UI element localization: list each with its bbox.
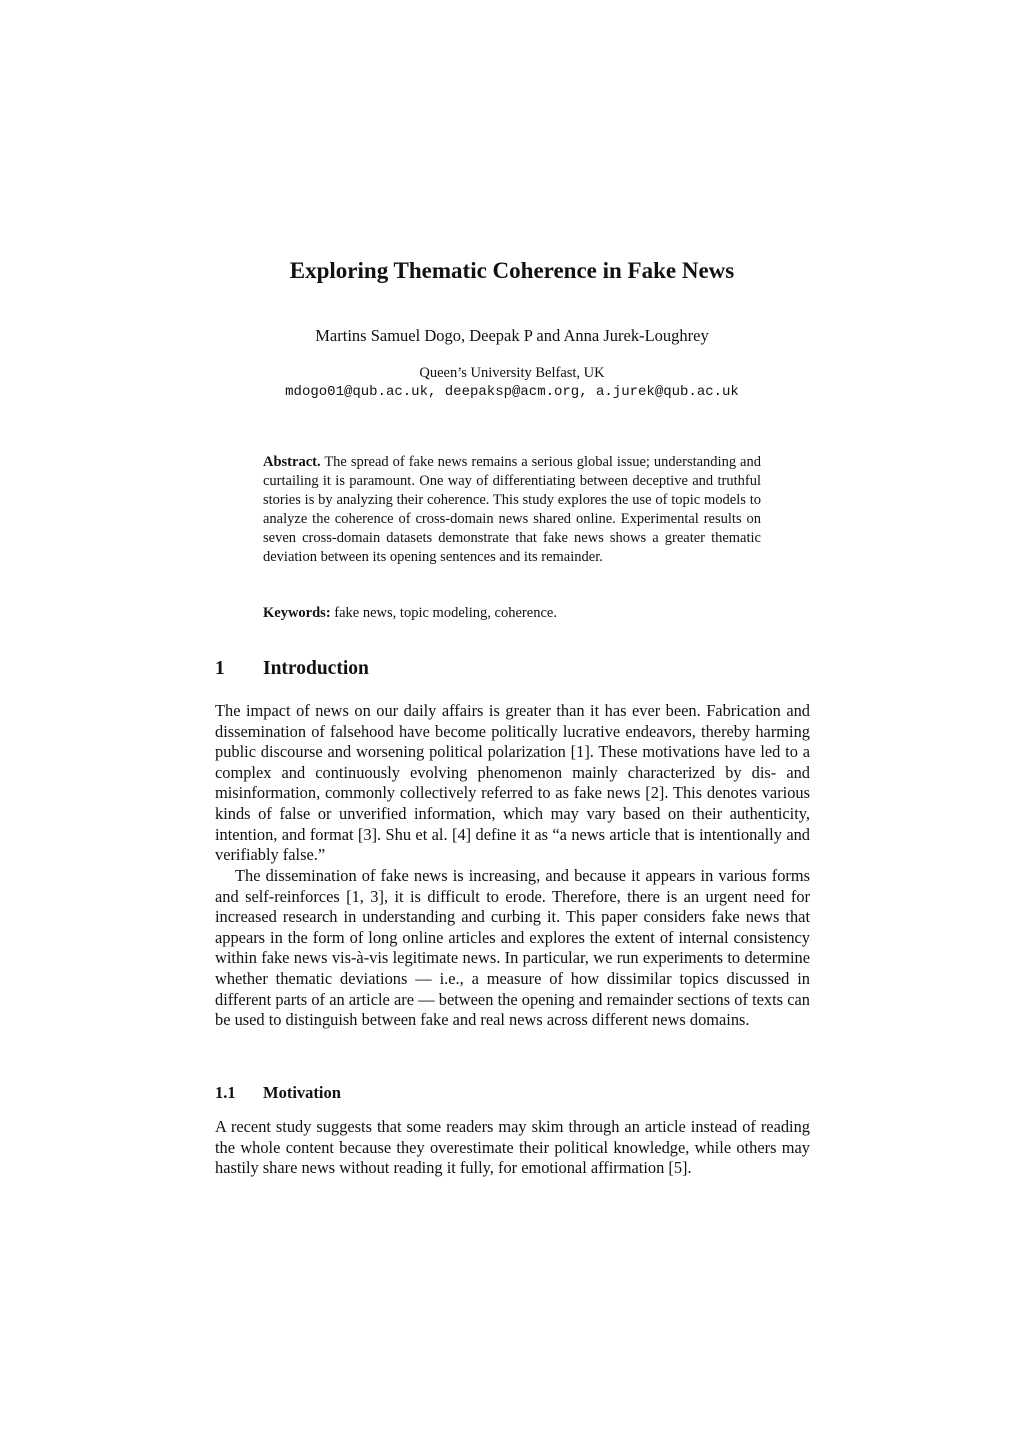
keywords-label: Keywords:	[263, 605, 331, 621]
section-heading-introduction	[215, 656, 369, 682]
introduction-paragraph-1: The impact of news on our daily affairs is greater than it has ever been. Fabrication and dissemination of falsehood have become politically lucrative endeavors, thereby harming public discourse and worsening political polarization [1]. These motivations have led to a complex and continuously evolving phenomenon mainly characterized by dis- and misinformation, commonly collectively referred to as fake news [2]. This denotes various kinds of false or unverified information, which may vary based on their authenticity, intention, and format [3]. Shu et al. [4] define it as “a news article that is intentionally and verifiably false.”	[215, 701, 810, 865]
keywords	[263, 604, 761, 623]
section-title: Introduction	[263, 658, 369, 679]
introduction-paragraph-2: The dissemination of fake news is increasing, and because it appears in various forms and self-reinforces [1, 3], it is difficult to erode. Therefore, there is an urgent need for increased research in understanding and curbing it. This paper considers fake news that appears in the form of long online articles and explores the extent of internal consistency within fake news vis-à-vis legitimate news. In particular, we run experiments to determine whether thematic deviations — i.e., a measure of how dissimilar topics discussed in different parts of an article are — between the opening and remainder sections of texts can be used to distinguish between fake and real news across different news domains.	[215, 866, 810, 1030]
subsection-number: 1.1	[215, 1083, 236, 1102]
keywords-text: fake news, topic modeling, coherence.	[334, 605, 557, 621]
affiliation: Queen’s University Belfast, UK	[419, 365, 605, 381]
abstract-label: Abstract.	[263, 454, 321, 470]
subsection-title: Motivation	[263, 1083, 341, 1102]
abstract	[263, 453, 761, 567]
motivation-paragraph-1: A recent study suggests that some readers may skim through an article instead of reading the whole content because they overestimate their political knowledge, while others may hastily share news without reading it fully, for emotional affirmation [5].	[215, 1117, 810, 1178]
author-emails: mdogo01@qub.ac.uk, deepaksp@acm.org, a.jurek@qub.ac.uk	[285, 384, 739, 400]
abstract-text: The spread of fake news remains a serious global issue; understanding and curtailing it is paramount. One way of differentiating between deceptive and truthful stories is by analyzing their coherence. This study explores the use of topic models to analyze the coherence of cross-domain news shared online. Experimental results on seven cross-domain datasets demonstrate that fake news shows a greater thematic deviation between its opening sentences and its remainder.	[263, 454, 761, 565]
subsection-heading-motivation	[215, 1082, 341, 1104]
paper-title: Exploring Thematic Coherence in Fake News	[289, 258, 735, 283]
section-number: 1	[215, 658, 225, 679]
author-list: Martins Samuel Dogo, Deepak P and Anna Jurek-Loughrey	[315, 326, 709, 345]
